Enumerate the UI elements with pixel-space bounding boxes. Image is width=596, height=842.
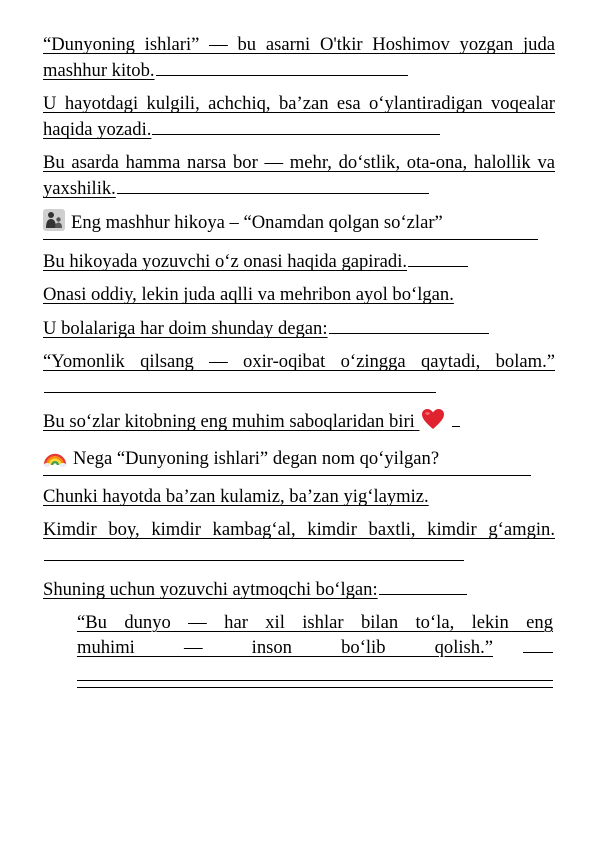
fill-line bbox=[523, 636, 553, 653]
paragraph-12 bbox=[43, 517, 555, 568]
paragraph-7 bbox=[43, 315, 555, 341]
paragraph-9 bbox=[43, 408, 555, 437]
paragraph-10-block bbox=[43, 445, 555, 476]
quote-line-1-text: “Bu dunyo — har xil ishlar bilan to‘la, lekin eng bbox=[77, 612, 553, 633]
paragraph-5-text: Bu hikoyada yozuvchi o‘z onasi haqida gapiradi. bbox=[43, 251, 408, 272]
paragraph-2-text: U hayotdagi kulgili, achchiq, ba’zan esa o‘ylantiradigan voqealar haqida yozadi. bbox=[43, 93, 555, 140]
fill-line bbox=[379, 576, 467, 595]
document-page bbox=[43, 32, 555, 688]
fill-line bbox=[452, 408, 460, 427]
blank-answer-line-2 bbox=[77, 681, 553, 688]
paragraph-5 bbox=[43, 248, 555, 274]
fill-line bbox=[44, 542, 464, 561]
fill-line bbox=[156, 57, 408, 76]
quote-line-2-text: muhimi — inson bo‘lib qolish.” bbox=[77, 637, 493, 658]
rainbow-icon bbox=[43, 445, 67, 474]
paragraph-13 bbox=[43, 576, 555, 602]
paragraph-3-text: Bu asarda hamma narsa bor — mehr, do‘stlik, ota-ona, halollik va yaxshilik. bbox=[43, 152, 555, 199]
paragraph-9-text: Bu so‘zlar kitobning eng muhim saboqlaridan biri bbox=[43, 411, 415, 432]
fill-line bbox=[152, 116, 440, 135]
paragraph-11 bbox=[43, 484, 555, 509]
paragraph-6-text: Onasi oddiy, lekin juda aqlli va mehribon ayol bo‘lgan. bbox=[43, 284, 454, 305]
paragraph-4 bbox=[43, 209, 555, 238]
paragraph-1-text: “Dunyoning ishlari” — bu asarni O'tkir Hoshimov yozgan juda mashhur kitob. bbox=[43, 34, 555, 81]
paragraph-3 bbox=[43, 150, 555, 201]
paragraph-12-text: Kimdir boy, kimdir kambag‘al, kimdir baxtli, kimdir g‘amgin. bbox=[43, 519, 555, 540]
blank-answer-line-1 bbox=[77, 662, 553, 681]
paragraph-13-text: Shuning uchun yozuvchi aytmoqchi bo‘lgan: bbox=[43, 579, 378, 600]
heart-icon bbox=[421, 408, 445, 437]
fill-line bbox=[117, 175, 429, 194]
paragraph-10-underline bbox=[43, 475, 531, 476]
paragraph-11-text: Chunki hayotda ba’zan kulamiz, ba’zan yig‘laymiz. bbox=[43, 486, 429, 507]
family-icon bbox=[43, 209, 65, 238]
paragraph-4-underline bbox=[43, 239, 538, 240]
paragraph-7-text: U bolalariga har doim shunday degan: bbox=[43, 318, 328, 339]
quote-line-1 bbox=[77, 610, 553, 635]
paragraph-4-text: Eng mashhur hikoya – “Onamdan qolgan so‘zlar” bbox=[71, 212, 443, 233]
paragraph-10-text: Nega “Dunyoning ishlari” degan nom qo‘yilgan? bbox=[73, 448, 440, 469]
paragraph-6 bbox=[43, 282, 555, 307]
fill-line bbox=[408, 248, 468, 267]
fill-line bbox=[44, 374, 436, 393]
paragraph-1 bbox=[43, 32, 555, 83]
paragraph-2 bbox=[43, 91, 555, 142]
fill-line bbox=[329, 315, 489, 334]
paragraph-4-block bbox=[43, 209, 555, 240]
paragraph-8 bbox=[43, 349, 555, 400]
paragraph-8-text: “Yomonlik qilsang — oxir-oqibat o‘zingga qaytadi, bolam.” bbox=[43, 351, 555, 372]
paragraph-10 bbox=[43, 445, 555, 474]
quote-line-2 bbox=[77, 635, 553, 660]
quote-block bbox=[77, 610, 553, 688]
